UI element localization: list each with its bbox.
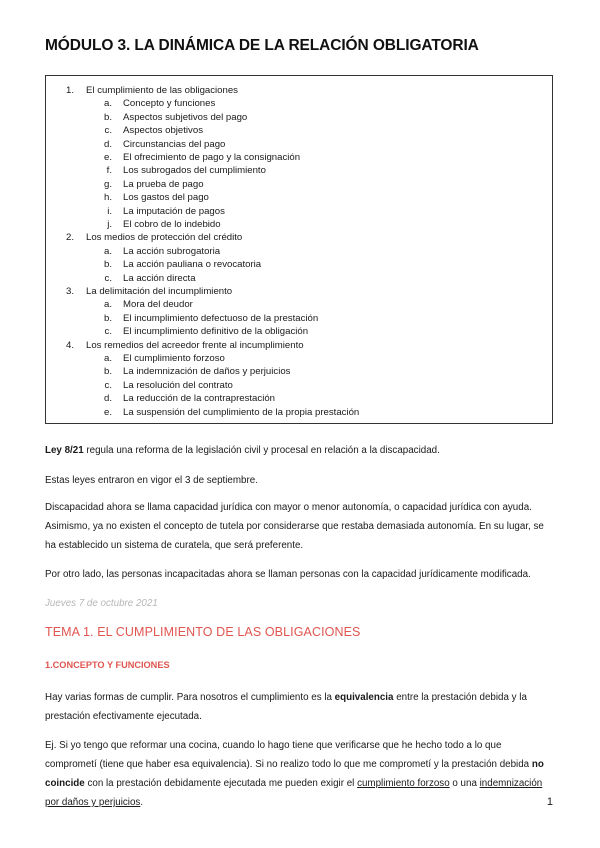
toc-item-letter: h. [103, 192, 112, 204]
text-run: con la prestación debidamente ejecutada me pueden exigir el [84, 778, 358, 789]
toc-item-label: Aspectos subjetivos del pago [123, 111, 248, 123]
toc-item-letter: b. [103, 259, 112, 271]
toc-item-label: El cobro de lo indebido [123, 219, 221, 230]
toc-item-letter: c. [104, 379, 112, 391]
topic-heading: TEMA 1. EL CUMPLIMIENTO DE LAS OBLIGACIONES [45, 625, 361, 639]
bold-term: equivalencia [334, 692, 394, 703]
toc-section-label: La delimitación del incumplimiento [86, 286, 233, 297]
toc-item-label: La acción directa [123, 272, 196, 284]
toc-item-label: El incumplimiento defectuoso de la prestación [123, 312, 319, 324]
toc-item-label: El incumplimiento definitivo de la obligación [123, 326, 309, 338]
toc-section-number: 1. [65, 85, 74, 96]
underlined-term: indemnización por daños y perjuicios [45, 778, 543, 808]
toc-item-letter: j. [107, 219, 112, 230]
toc-item-label: La acción subrogatoria [123, 245, 221, 257]
toc-item-label: El ofrecimiento de pago y la consignación [123, 152, 301, 163]
toc-item-label: La acción pauliana o revocatoria [123, 259, 262, 271]
toc-item-letter: b. [103, 366, 112, 378]
paragraph-discapacidad: Discapacidad ahora se llama capacidad jurídica con mayor o menor autonomía, o capacidad jurídica con ayuda. Asimismo, ya no existen el concepto de tutela por considerarse que restaba demasiada autonomía. En su lugar, se ha establecido un sistema de curatela, que será preferente. [45, 502, 544, 551]
toc-item-label: Mora del deudor [123, 299, 193, 311]
toc-item-label: Los subrogados del cumplimiento [123, 165, 266, 177]
toc-item-letter: e. [103, 406, 112, 418]
toc-item-label: Circunstancias del pago [123, 138, 226, 150]
toc-item-label: La resolución del contrato [123, 379, 233, 391]
toc-item-letter: d. [103, 138, 112, 150]
paragraph-equivalencia [45, 688, 555, 726]
toc-item-label: Los gastos del pago [123, 192, 209, 204]
ley-rest: regula una reforma de la legislación civil y procesal en relación a la discapacidad. [83, 445, 440, 456]
toc-item-letter: a. [103, 299, 112, 311]
text-run: o una [449, 778, 480, 789]
toc-item-label: La indemnización de daños y perjuicios [123, 366, 291, 378]
date-label: Jueves 7 de octubre 2021 [45, 598, 158, 609]
module-title: MÓDULO 3. LA DINÁMICA DE LA RELACIÓN OBLIGATORIA [45, 37, 479, 54]
toc-item-letter: b. [103, 312, 112, 324]
toc-section-number: 4. [65, 339, 74, 351]
toc-item-letter: e. [103, 152, 112, 163]
toc-item-letter: b. [103, 111, 112, 123]
toc-item-label: Aspectos objetivos [123, 125, 203, 137]
toc-item-letter: i. [107, 205, 112, 217]
toc-item-letter: a. [103, 98, 112, 110]
toc-section-number: 2. [65, 232, 74, 244]
paragraph-ejemplo [45, 736, 555, 812]
text-run: Ej. Si yo tengo que reformar una cocina, cuando lo hago tiene que verificarse que he hecho todo a lo que comprometí (tiene que haber esa equivalencia). Si no realizo todo lo que me comprometí y la prestación debida [45, 740, 532, 770]
paragraph-ley [45, 441, 555, 460]
underlined-term: cumplimiento forzoso [357, 778, 450, 789]
toc-section-label: El cumplimiento de las obligaciones [86, 85, 238, 96]
text-run: . [140, 797, 144, 808]
toc-item-label: La prueba de pago [123, 178, 204, 190]
toc-section-label: Los medios de protección del crédito [86, 232, 243, 244]
toc-section-number: 3. [65, 286, 74, 297]
bold-term: no coincide [45, 759, 544, 789]
table-of-contents [45, 75, 553, 424]
paragraph-incapacitadas: Por otro lado, las personas incapacitadas ahora se llaman personas con la capacidad jurídicamente modificada. [45, 569, 531, 580]
toc-item-letter: c. [104, 125, 112, 137]
toc-item-letter: d. [103, 393, 112, 405]
toc-item-letter: a. [103, 245, 112, 257]
toc-item-label: La suspensión del cumplimiento de la propia prestación [123, 406, 360, 418]
toc-item-letter: c. [104, 326, 112, 338]
toc-section-label: Los remedios del acreedor frente al incumplimiento [86, 339, 304, 351]
toc-item-letter: c. [104, 272, 112, 284]
toc-item-label: La reducción de la contraprestación [123, 393, 275, 405]
paragraph-vigor: Estas leyes entraron en vigor el 3 de septiembre. [45, 475, 258, 486]
toc-item-label: Concepto y funciones [123, 98, 216, 110]
text-run: entre la prestación debida y la prestación efectivamente ejecutada. [45, 692, 527, 722]
toc-item-letter: f. [106, 165, 112, 177]
section-heading: 1.CONCEPTO Y FUNCIONES [45, 660, 170, 670]
page-number: 1 [546, 796, 553, 808]
toc-item-letter: a. [103, 353, 112, 364]
toc-item-label: La imputación de pagos [123, 205, 225, 217]
text-run: Hay varias formas de cumplir. Para nosotros el cumplimiento es la [45, 692, 335, 703]
toc-item-label: El cumplimiento forzoso [123, 353, 225, 364]
toc-item-letter: g. [103, 178, 112, 190]
ley-bold: Ley 8/21 [45, 445, 84, 456]
